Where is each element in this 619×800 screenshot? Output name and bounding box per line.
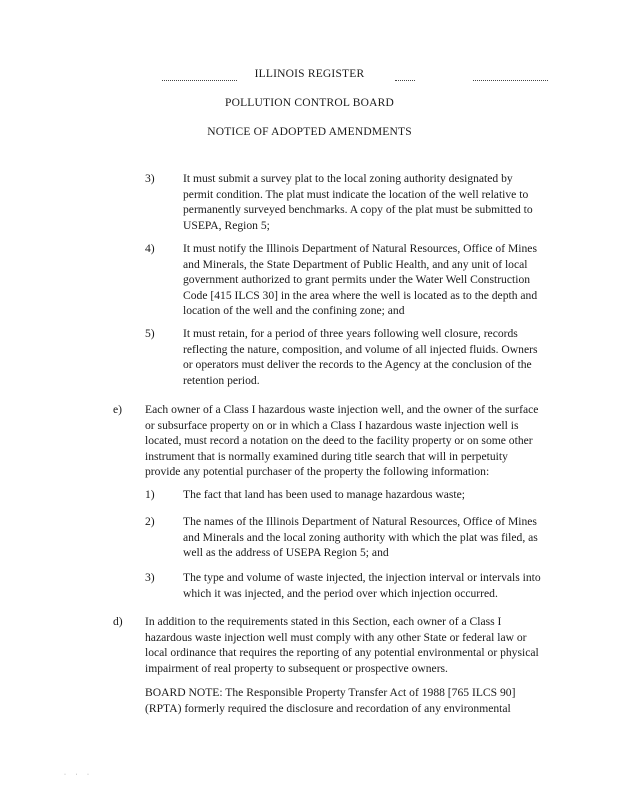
header-rule-mid bbox=[395, 80, 415, 81]
item-number: 2) bbox=[145, 515, 155, 528]
item-number: 3) bbox=[145, 571, 155, 584]
item-number: 5) bbox=[145, 327, 155, 340]
item-text: The names of the Illinois Department of Natural Resources, Office of Mines and Minerals and the local zoning authority with which the plat was filed, as well as the address of USEPA Region 5; and bbox=[183, 515, 538, 559]
section-text: Each owner of a Class I hazardous waste injection well, and the owner of the surface or subsurface property on or in which a Class I hazardous waste injection well is located, must record a notation on the deed to the facility property or on some other instrument that is normally examined during title search that will in perpetuity provide any potential purchaser of the property the following information: bbox=[145, 403, 539, 478]
item-text: It must notify the Illinois Department of Natural Resources, Office of Mines and Minerals, the State Department of Public Health, and any unit of local government authorized to grant permits under the Water Well Construction Code [415 ILCS 30] in the area where the well is located as to the depth and location of the well and the confining zone; and bbox=[183, 242, 538, 317]
section-number: d) bbox=[113, 615, 123, 628]
item-number: 1) bbox=[145, 488, 155, 501]
header-rule-right bbox=[473, 80, 548, 81]
item-number: 3) bbox=[145, 172, 155, 185]
header-rule-left bbox=[162, 80, 237, 81]
item-text: The type and volume of waste injected, the injection interval or intervals into which it was injected, and the period over which injection occurred. bbox=[183, 571, 541, 600]
notice-title: NOTICE OF ADOPTED AMENDMENTS bbox=[207, 126, 412, 138]
board-note: BOARD NOTE: The Responsible Property Transfer Act of 1988 [765 ILCS 90] (RPTA) formerly required the disclosure and recordation of any environmental bbox=[145, 686, 516, 715]
scan-mark: · · · bbox=[64, 772, 93, 778]
item-text: The fact that land has been used to manage hazardous waste; bbox=[183, 488, 466, 501]
item-text: It must retain, for a period of three years following well closure, records reflecting the nature, composition, and volume of all injected fluids. Owners or operators must deliver the records to the Agency at the conclusion of the retention period. bbox=[183, 327, 538, 387]
section-number: e) bbox=[113, 403, 123, 416]
item-number: 4) bbox=[145, 242, 155, 255]
section-text: In addition to the requirements stated in this Section, each owner of a Class I hazardous waste injection well must comply with any other State or federal law or local ordinance that requires the reporting of any potential environmental or physical impairment of real property to subsequent or prospective owners. bbox=[145, 615, 539, 675]
register-title: ILLINOIS REGISTER bbox=[254, 68, 365, 80]
item-text: It must submit a survey plat to the local zoning authority designated by permit condition. The plat must indicate the location of the well relative to permanently surveyed benchmarks. A copy of the plat must be submitted to USEPA, Region 5; bbox=[183, 172, 533, 232]
board-title: POLLUTION CONTROL BOARD bbox=[224, 97, 394, 109]
